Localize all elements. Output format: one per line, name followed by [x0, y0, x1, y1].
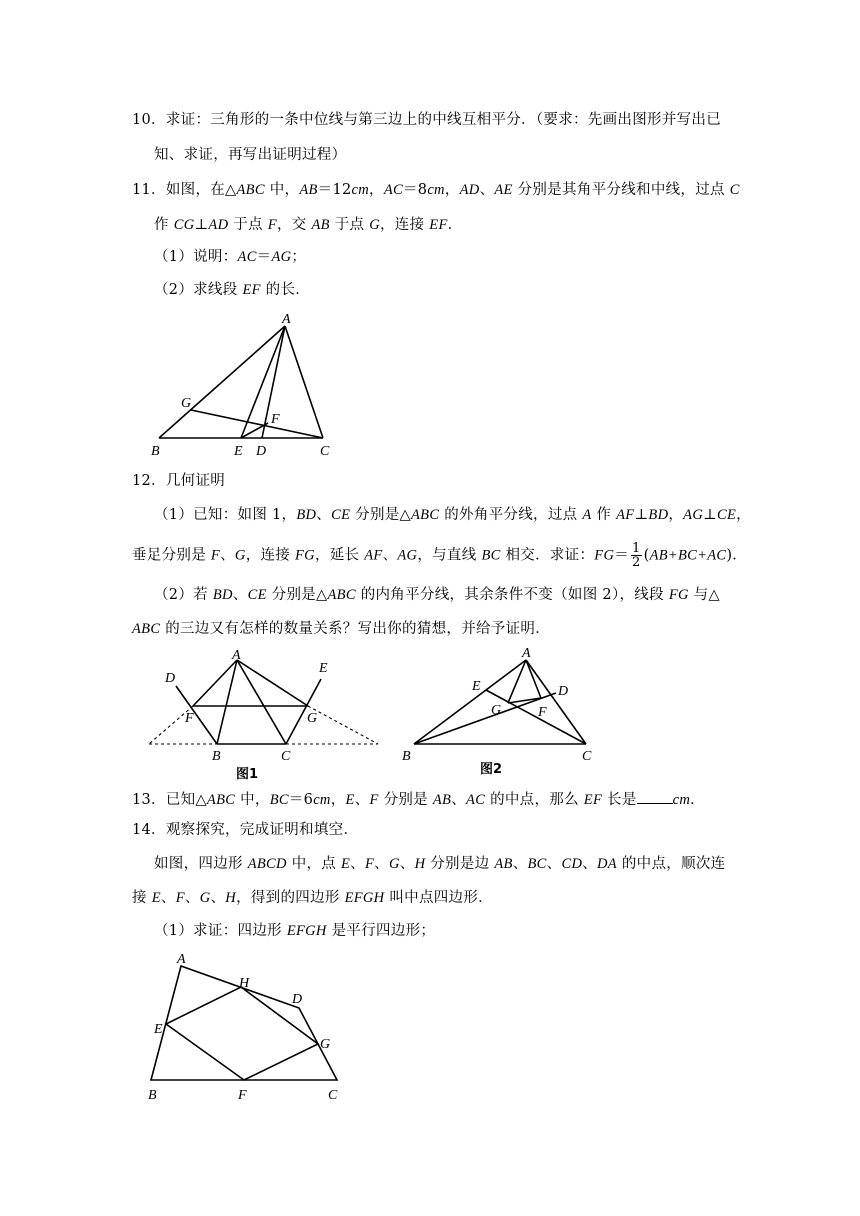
fig1-label-F: F: [185, 711, 194, 726]
q11-label-D: D: [256, 444, 267, 459]
q14-part-1: （1）求证：四边形 EFGH 是平行四边形；: [154, 923, 436, 939]
q12-part-2-line-1: （2）若 BD、CE 分别是△ABC 的内角平分线，其余条件不变（如图 2），线段 FG 与△: [154, 587, 720, 603]
fig1-label-A: A: [232, 648, 241, 663]
fig2-label-E: E: [472, 679, 481, 694]
q14-label-B: B: [148, 1088, 157, 1103]
fig1-label-E: E: [319, 661, 328, 676]
q13-line: 13．已知△ABC 中，BC＝6cm，E、F 分别是 AB、AC 的中点，那么 EF 长是 cm．: [132, 789, 705, 809]
q11-line-1: 11．如图，在△ABC 中，AB＝12cm，AC＝8cm，AD、AE 分别是其角平分线和中线，过点 C: [132, 182, 740, 198]
q11-label-E: E: [234, 444, 243, 459]
q11-label-F: F: [271, 412, 280, 427]
q11-label-G: G: [181, 396, 192, 411]
q14-label-G: G: [320, 1037, 331, 1052]
q12-part-1-line-1: （1）已知：如图 1，BD、CE 分别是△ABC 的外角平分线，过点 A 作 AF⊥BD，AG⊥CE，: [154, 507, 751, 523]
q10-line-1: 10．求证：三角形的一条中位线与第三边上的中线互相平分．（要求：先画出图形并写出已: [132, 112, 721, 128]
q11-label-B: B: [151, 444, 160, 459]
q14-line-1: 如图，四边形 ABCD 中，点 E、F、G、H 分别是边 AB、BC、CD、DA 的中点，顺次连: [154, 856, 726, 872]
q14-label-E: E: [154, 1022, 163, 1037]
q11-part-2: （2）求线段 EF 的长．: [154, 282, 311, 298]
q11-line-2: 作 CG⊥AD 于点 F，交 AB 于点 G，连接 EF．: [154, 217, 463, 233]
q14-label-A: A: [177, 952, 186, 967]
fig1-label-D: D: [165, 671, 176, 686]
q14-label-D: D: [292, 992, 303, 1007]
fig1-label-B: B: [212, 749, 221, 764]
fig2-label-B: B: [402, 749, 411, 764]
fig2-label-F: F: [538, 705, 547, 720]
q12-part-2-line-2: ABC 的三边又有怎样的数量关系？写出你的猜想，并给予证明．: [132, 621, 551, 637]
fig1-label-C: C: [281, 749, 291, 764]
q14-line-2: 接 E、F、G、H，得到的四边形 EFGH 叫中点四边形．: [132, 890, 493, 906]
q14-title: 14．观察探究，完成证明和填空．: [132, 822, 359, 838]
q14-label-C: C: [328, 1088, 338, 1103]
fig1-caption: 图1: [236, 767, 259, 782]
fig2-label-C: C: [582, 749, 592, 764]
q11-label-C: C: [320, 444, 330, 459]
q12-part-1-line-2: 垂足分别是 F、G，连接 FG，延长 AF、AG，与直线 BC 相交．求证：FG＝ $\frac{1}{2}$ (AB+BC+AC)．: [132, 541, 748, 570]
fig2-caption: 图2: [480, 762, 503, 777]
q10-line-2: 知、求证，再写出证明过程）: [154, 147, 347, 163]
q11-label-A: A: [282, 312, 291, 327]
one-half-fraction: $\frac{1}{2}$: [632, 541, 641, 570]
q11-part-1: （1）说明：AC＝AG；: [154, 249, 307, 265]
fig2-label-G: G: [491, 703, 502, 718]
q14-label-H: H: [239, 976, 250, 991]
fig1-label-G: G: [307, 711, 318, 726]
q12-title: 12．几何证明: [132, 473, 226, 489]
fig2-label-D: D: [558, 684, 569, 699]
fig2-label-A: A: [522, 646, 531, 661]
q14-label-F: F: [238, 1088, 247, 1103]
